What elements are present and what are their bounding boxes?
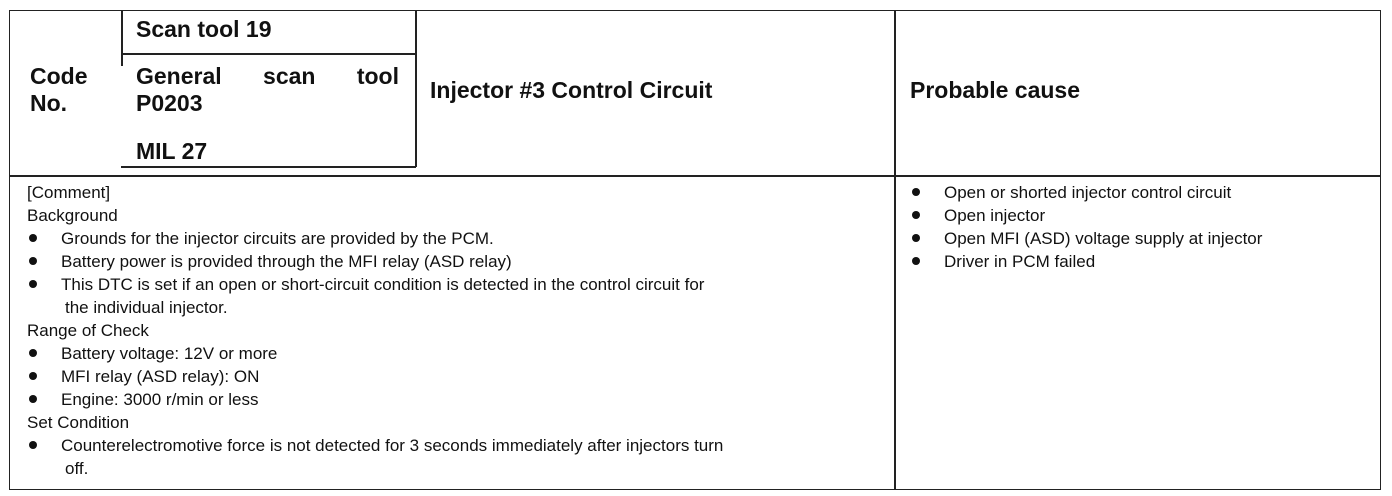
section-heading: Range of Check	[27, 321, 149, 340]
bullet-icon	[29, 234, 37, 242]
scan-tool-box-bottom	[121, 166, 416, 168]
bullet-icon	[29, 257, 37, 265]
bullet-icon	[912, 211, 920, 219]
list-item: MFI relay (ASD relay): ON	[27, 365, 887, 388]
general-scan-tool-code: P0203	[136, 90, 203, 116]
cause-column-divider	[894, 10, 896, 490]
bullet-icon	[912, 188, 920, 196]
comment-body	[27, 181, 887, 480]
mil-code: MIL 27	[136, 138, 208, 164]
cause-item: Open MFI (ASD) voltage supply at injector	[910, 227, 1375, 250]
list-item: Counterelectromotive force is not detected for 3 seconds immediately after injectors turn	[27, 434, 887, 457]
scan-tool-19: Scan tool 19	[136, 16, 272, 42]
bullet-icon	[29, 280, 37, 288]
probable-cause-heading: Probable cause	[910, 77, 1081, 103]
general-scan-tool	[136, 63, 399, 117]
comment-label: [Comment]	[27, 183, 111, 202]
bullet-icon	[29, 441, 37, 449]
scan-tool-box-right	[415, 10, 417, 167]
code-no-line2: No.	[30, 90, 68, 116]
bullet-icon	[912, 234, 920, 242]
cause-item: Open injector	[910, 204, 1375, 227]
cause-item: Open or shorted injector control circuit	[910, 181, 1375, 204]
general-scan-tool-label: General scan tool	[136, 63, 399, 89]
probable-cause-list	[910, 181, 1375, 273]
code-no-label	[30, 63, 110, 117]
list-item: Battery power is provided through the MFI relay (ASD relay)	[27, 250, 887, 273]
bullet-icon	[29, 349, 37, 357]
list-item: Engine: 3000 r/min or less	[27, 388, 887, 411]
list-item-continuation: the individual injector.	[65, 298, 228, 317]
dtc-title: Injector #3 Control Circuit	[430, 77, 713, 103]
list-item: Grounds for the injector circuits are provided by the PCM.	[27, 227, 887, 250]
scan-tool-divider	[121, 53, 416, 55]
cause-item: Driver in PCM failed	[910, 250, 1375, 273]
header-divider	[9, 175, 1381, 177]
code-no-line1: Code	[30, 63, 88, 89]
bullet-icon	[29, 372, 37, 380]
bullet-icon	[912, 257, 920, 265]
list-item-continuation: off.	[65, 459, 89, 478]
list-item: Battery voltage: 12V or more	[27, 342, 887, 365]
section-heading: Set Condition	[27, 413, 130, 432]
list-item: This DTC is set if an open or short-circuit condition is detected in the control circuit for	[27, 273, 887, 296]
section-heading: Background	[27, 206, 118, 225]
bullet-icon	[29, 395, 37, 403]
scan-tool-box-left	[121, 10, 123, 66]
